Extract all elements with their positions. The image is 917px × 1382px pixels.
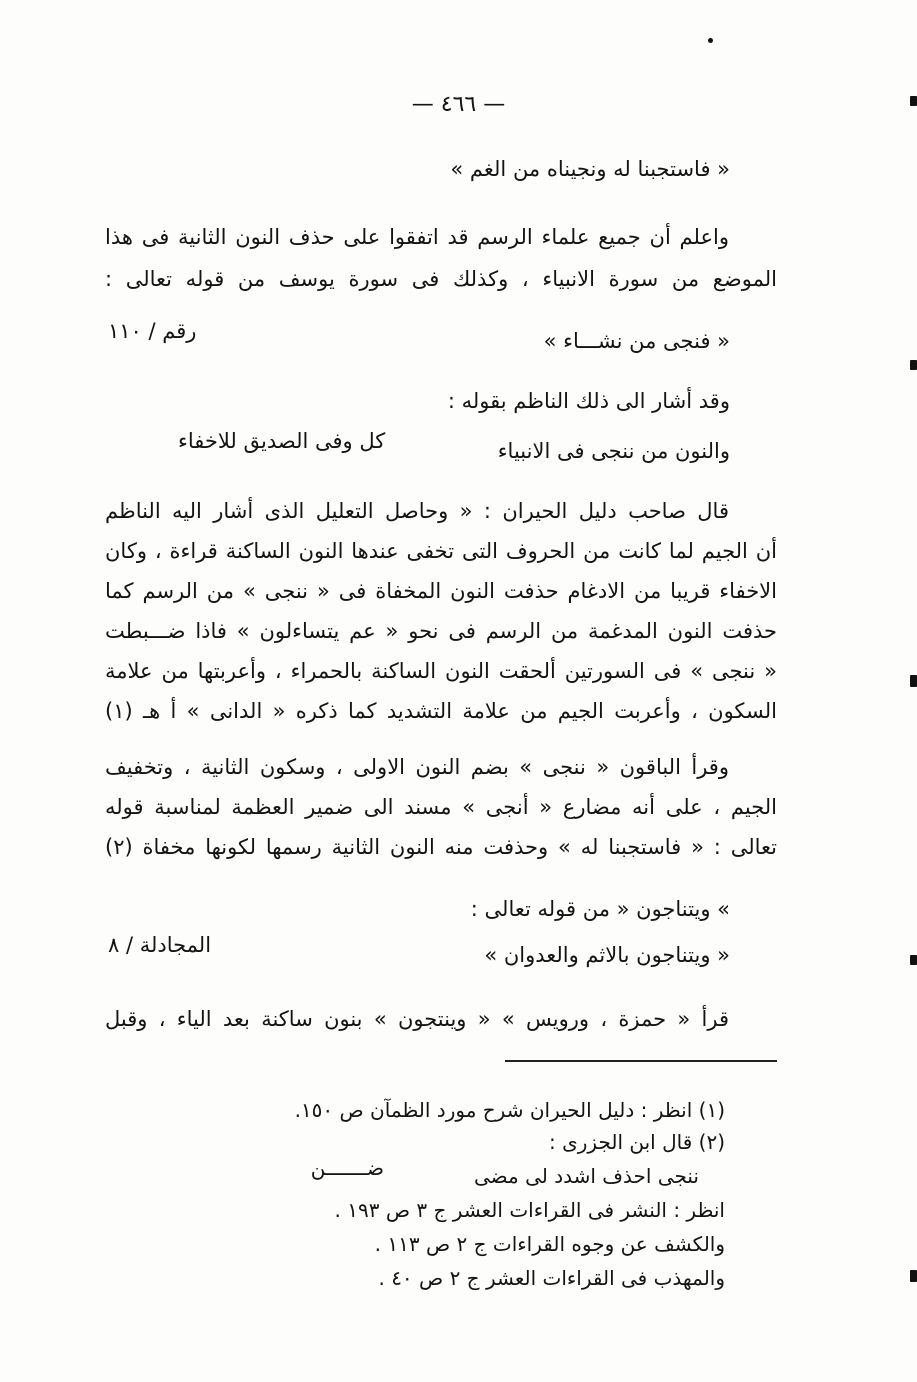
paragraph-line: وقد أشار الى ذلك الناظم بقوله : (447, 389, 730, 413)
paragraph-line: الجيم ، على أنه مضارع « أنجى » مسند الى ضمير العظمة لمناسبة قوله (105, 795, 777, 819)
footnote: (١) انظر : دليل الحيران شرح مورد الظمآن ص ١٥٠. (294, 1098, 725, 1122)
paragraph-line: واعلم أن جميع علماء الرسم قد اتفقوا على حذف النون الثانية فى هذا (105, 225, 729, 249)
scan-mark (910, 675, 917, 687)
footnote-verse: ننجى احذف اشدد لى مضى (474, 1164, 699, 1188)
poem-hemistich-left: كل وفى الصديق للاخفاء (178, 429, 386, 453)
scan-mark (910, 1270, 917, 1282)
paragraph-line: حذفت النون المدغمة من الرسم فى نحو « عم يتساءلون » فاذا ضـــبطت (105, 619, 777, 643)
poem-hemistich-right: والنون من ننجى فى الانبياء (497, 439, 730, 463)
paragraph-line: « ننجى » فى السورتين ألحقت النون الساكنة بالحمراء ، وأعربتها من علامة (105, 659, 777, 683)
quran-quote: « فنجى من نشـــاء » (543, 329, 730, 353)
paragraph-line: الاخفاء قريبا من الادغام حذفت النون المخفاة فى « ننجى » من الرسم كما (105, 579, 777, 603)
footnote: والمهذب فى القراءات العشر ج ٢ ص ٤٠ . (378, 1266, 725, 1290)
scan-mark (910, 955, 917, 965)
footnote-divider (505, 1060, 777, 1062)
paragraph-line: وقرأ الباقون « ننجى » بضم النون الاولى ، وسكون الثانية ، وتخفيف (105, 755, 729, 779)
page-number: — ٤٦٦ — (411, 92, 506, 117)
footnote: (٢) قال ابن الجزرى : (549, 1130, 725, 1154)
footnote: انظر : النشر فى القراءات العشر ج ٣ ص ١٩٣ . (334, 1198, 725, 1222)
paragraph-line: تعالى : « فاستجبنا له » وحذفت منه النون الثانية رسمها لكونها مخفاة (٢) (105, 835, 777, 859)
paragraph-line: الموضع من سورة الانبياء ، وكذلك فى سورة يوسف من قوله تعالى : (105, 267, 777, 291)
paragraph-line: قال صاحب دليل الحيران : « وحاصل التعليل الذى أشار اليه الناظم (105, 499, 729, 523)
quran-quote: « ويتناجون بالاثم والعدوان » (484, 943, 730, 967)
paragraph-line: قرأ « حمزة ، ورويس » « وينتجون » بنون ساكنة بعد الياء ، وقبل (105, 1007, 729, 1031)
paragraph-line: أن الجيم لما كانت من الحروف التى تخفى عندها النون الساكنة قراءة ، وكان (105, 539, 777, 563)
paragraph-line: السكون ، وأعربت الجيم من علامة التشديد كما ذكره « الدانى » أ هـ (١) (105, 699, 777, 723)
quran-quote: « فاستجبنا له ونجيناه من الغم » (450, 157, 730, 181)
paragraph-line: » ويتناجون « من قوله تعالى : (470, 897, 730, 921)
verse-reference: رقم / ١١٠ (108, 319, 197, 343)
verse-reference: المجادلة / ٨ (108, 933, 212, 957)
footnote-verse: ضـــــــن (310, 1156, 384, 1180)
scan-mark (708, 38, 713, 43)
footnote: والكشف عن وجوه القراءات ج ٢ ص ١١٣ . (374, 1232, 725, 1256)
scan-mark (910, 360, 917, 370)
